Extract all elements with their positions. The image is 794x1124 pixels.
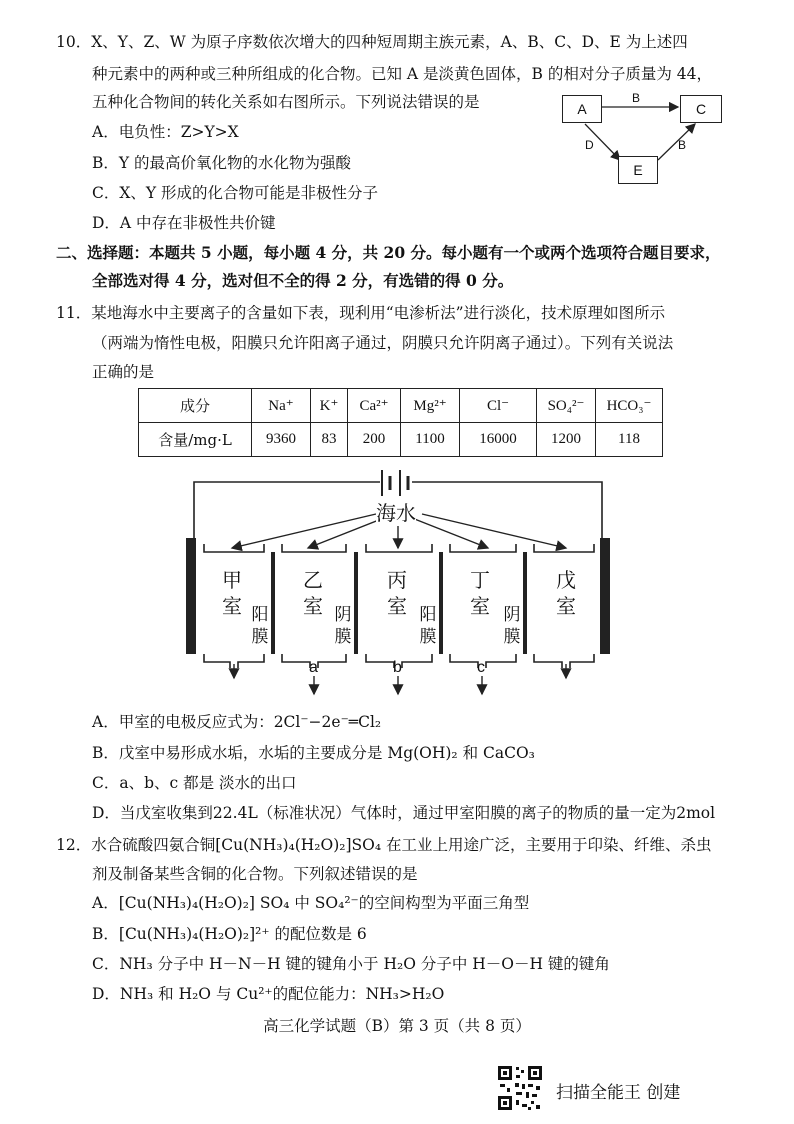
ion-value-cell: 9360 [252, 423, 311, 457]
chamber-bing: 丙室 [387, 568, 407, 618]
membrane-label-1: 阳膜 [251, 605, 269, 647]
ion-value-cell: 200 [348, 423, 401, 457]
seawater-label: 海水 [376, 497, 416, 526]
box-a: A [562, 95, 602, 123]
seawater-arrow-1 [232, 514, 376, 548]
q10-option-b: B．Y 的最高价氧化物的水化物为强酸 [92, 154, 352, 172]
q10-option-a: A．电负性：Z>Y>X [92, 123, 239, 141]
membrane-anion-2 [523, 552, 527, 654]
page-footer: 高三化学试题（B）第 3 页（共 8 页） [263, 1017, 531, 1035]
q10-line-3: 五种化合物间的转化关系如右图所示。下列说法错误的是 [92, 93, 480, 111]
scanner-watermark-text: 扫描全能王 创建 [556, 1083, 681, 1103]
ion-name-cell: Na⁺ [252, 389, 311, 423]
q12-line-1: 12．水合硫酸四氨合铜[Cu(NH₃)₄(H₂O)₂]SO₄ 在工业上用途广泛，主要用于印染、纤维、杀虫 [56, 836, 712, 854]
ion-content-table [138, 388, 663, 457]
qr-code-icon [496, 1064, 544, 1112]
ion-name-cell: SO₄²⁻ [537, 389, 596, 423]
chamber-yi: 乙室 [303, 568, 323, 618]
q11-option-b: B．戊室中易形成水垢，水垢的主要成分是 Mg(OH)₂ 和 CaCO₃ [92, 744, 535, 762]
ion-value-cell: 1200 [537, 423, 596, 457]
outlet-label-c: c [477, 659, 485, 676]
membrane-anion-1 [354, 552, 358, 654]
ion-name-cell: K⁺ [311, 389, 348, 423]
ion-value-cell: 83 [311, 423, 348, 457]
label-arrow-e-c: B [678, 138, 687, 152]
membrane-label-4: 阴膜 [503, 605, 521, 647]
q11-line-1: 11．某地海水中主要离子的含量如下表，现利用“电渗析法”进行淡化，技术原理如图所示 [56, 304, 666, 322]
section-2-instructions: 全部选对得 4 分，选对但不全的得 2 分，有选错的得 0 分。 [92, 271, 514, 290]
q12-option-b: B．[Cu(NH₃)₄(H₂O)₂]²⁺ 的配位数是 6 [92, 925, 367, 943]
box-e: E [618, 156, 658, 184]
q10-line-1: 10．X、Y、Z、W 为原子序数依次增大的四种短周期主族元素，A、B、C、D、E 为上述四 [56, 33, 688, 51]
q11-line-2: （两端为惰性电极，阳膜只允许阳离子通过，阴膜只允许阴离子通过）。下列有关说法 [92, 334, 674, 352]
chamber-ding: 丁室 [470, 568, 490, 618]
table-header-cell: 含量/mg·L [139, 423, 252, 457]
section-2-header: 二、选择题：本题共 5 小题，每小题 4 分，共 20 分。每小题有一个或两个选项符合题目要求， [56, 243, 721, 262]
label-arrow-a-e: D [585, 138, 594, 152]
q12-line-2: 剂及制备某些含铜的化合物。下列叙述错误的是 [92, 865, 418, 883]
battery-icon [382, 470, 408, 496]
q11-line-3: 正确的是 [92, 363, 155, 381]
q12-option-d: D．NH₃ 和 H₂O 与 Cu²⁺的配位能力：NH₃>H₂O [92, 985, 445, 1003]
membrane-cation-2 [439, 552, 443, 654]
ion-value-cell: 118 [596, 423, 663, 457]
left-electrode [186, 538, 196, 654]
table-header-cell: 成分 [139, 389, 252, 423]
arrow-e-to-c [658, 124, 695, 160]
q11-option-d: D．当戊室收集到22.4L（标准状况）气体时，通过甲室阳膜的离子的物质的量一定为2mol [92, 804, 716, 822]
table-row [139, 423, 663, 457]
left-wire [194, 482, 380, 538]
ion-name-cell: Mg²⁺ [401, 389, 460, 423]
chamber-wu: 戊室 [556, 568, 576, 618]
membrane-cation-1 [271, 552, 275, 654]
outlet-label-a: a [309, 659, 318, 676]
right-electrode [600, 538, 610, 654]
q12-option-c: C．NH₃ 分子中 H－N－H 键的键角小于 H₂O 分子中 H－O－H 键的键角 [92, 955, 610, 973]
q12-option-a: A．[Cu(NH₃)₄(H₂O)₂] SO₄ 中 SO₄²⁻的空间构型为平面三角型 [92, 894, 530, 912]
q10-line-2: 种元素中的两种或三种所组成的化合物。已知 A 是淡黄色固体，B 的相对分子质量为 44， [92, 65, 713, 83]
seawater-arrow-4 [412, 518, 488, 548]
q10-option-c: C．X、Y 形成的化合物可能是非极性分子 [92, 184, 379, 202]
q11-option-c: C．a、b、c 都是 淡水的出口 [92, 774, 297, 792]
table-row [139, 389, 663, 423]
ion-name-cell: Ca²⁺ [348, 389, 401, 423]
membrane-label-3: 阳膜 [419, 605, 437, 647]
chamber-jia: 甲室 [222, 568, 242, 618]
seawater-arrow-2 [308, 518, 384, 548]
outlet-label-b: b [393, 659, 402, 676]
ion-value-cell: 1100 [401, 423, 460, 457]
box-c: C [680, 95, 722, 123]
ion-name-cell: HCO₃⁻ [596, 389, 663, 423]
q11-option-a: A．甲室的电极反应式为：2Cl⁻−2e⁻═Cl₂ [92, 713, 382, 731]
label-arrow-a-c: B [632, 91, 641, 105]
ion-value-cell: 16000 [460, 423, 537, 457]
membrane-label-2: 阴膜 [334, 605, 352, 647]
ion-name-cell: Cl⁻ [460, 389, 537, 423]
q10-option-d: D．A 中存在非极性共价键 [92, 214, 276, 232]
